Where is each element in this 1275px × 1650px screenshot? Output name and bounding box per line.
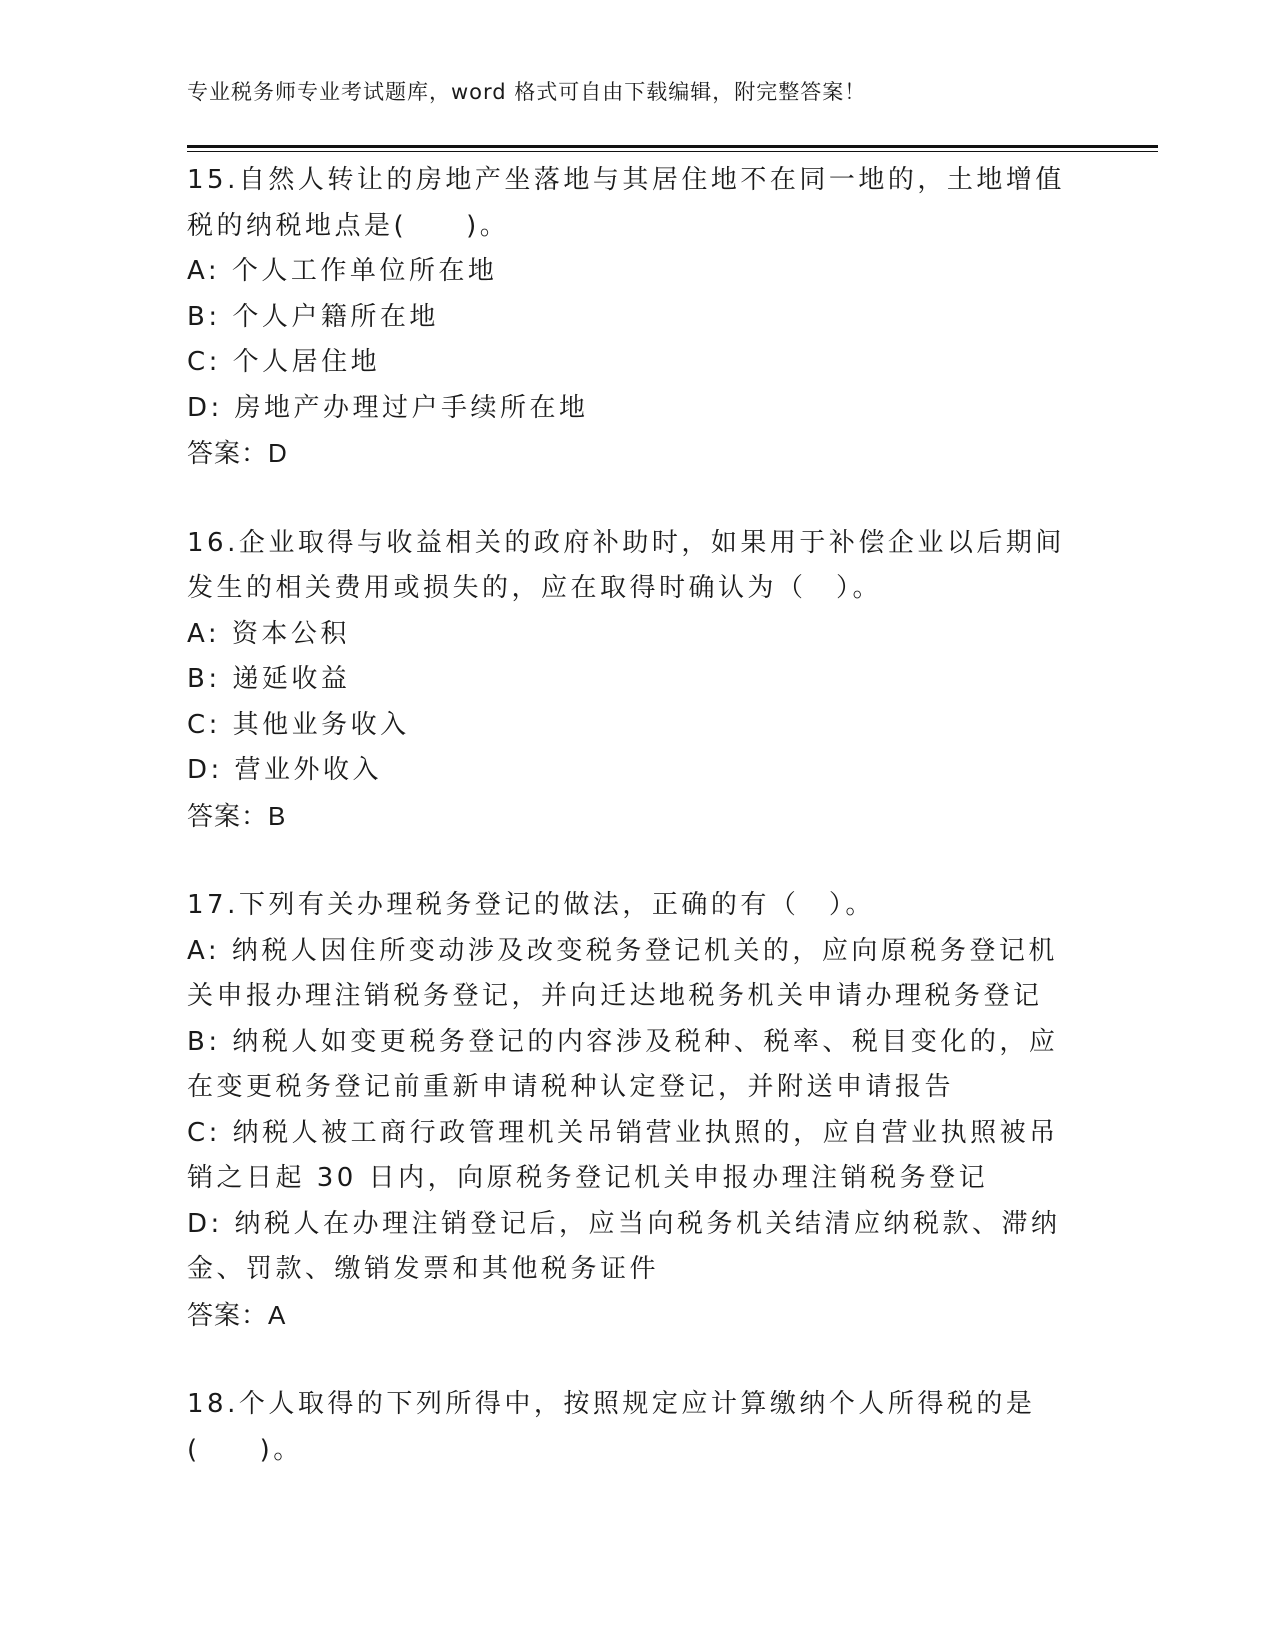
question-stem: 17.下列有关办理税务登记的做法，正确的有（ ）。 bbox=[187, 890, 875, 920]
question-16 bbox=[187, 521, 1087, 840]
header-divider-thin bbox=[187, 151, 1158, 152]
option-d: D: 房地产办理过户手续所在地 bbox=[187, 392, 589, 423]
option-c: C: 纳税人被工商行政管理机关吊销营业执照的，应自营业执照被吊销之日起 30 日内，向原税务登记机关申报办理注销税务登记 bbox=[187, 1117, 1059, 1193]
question-list bbox=[187, 158, 1087, 1473]
option-b: B: 个人户籍所在地 bbox=[187, 301, 439, 332]
answer: 答案：D bbox=[187, 438, 288, 468]
question-15 bbox=[187, 158, 1087, 477]
question-17 bbox=[187, 883, 1087, 1338]
option-a: A: 纳税人因住所变动涉及改变税务登记机关的，应向原税务登记机关申报办理注销税务登记，并向迁达地税务机关申请办理税务登记 bbox=[187, 935, 1058, 1011]
answer: 答案：B bbox=[187, 800, 287, 831]
option-d: D: 纳税人在办理注销登记后，应当向税务机关结清应纳税款、滞纳金、罚款、缴销发票和其他税务证件 bbox=[187, 1208, 1061, 1284]
option-b: B: 纳税人如变更税务登记的内容涉及税种、税率、税目变化的，应在变更税务登记前重新申请税种认定登记，并附送申请报告 bbox=[187, 1026, 1059, 1102]
option-a: A: 个人工作单位所在地 bbox=[187, 256, 498, 286]
option-d: D: 营业外收入 bbox=[187, 755, 383, 785]
answer: 答案：A bbox=[187, 1299, 287, 1330]
header-divider-thick bbox=[187, 145, 1158, 148]
question-stem: 16.企业取得与收益相关的政府补助时，如果用于补偿企业以后期间发生的相关费用或损失的，应在取得时确认为（ ）。 bbox=[187, 527, 1065, 603]
option-c: C: 其他业务收入 bbox=[187, 709, 410, 740]
option-c: C: 个人居住地 bbox=[187, 347, 381, 377]
option-a: A: 资本公积 bbox=[187, 618, 350, 649]
header-note: 专业税务师专业考试题库，word 格式可自由下载编辑，附完整答案！ bbox=[187, 80, 867, 104]
question-stem: 18.个人取得的下列所得中，按照规定应计算缴纳个人所得税的是( )。 bbox=[187, 1389, 1036, 1465]
question-stem: 15.自然人转让的房地产坐落地与其居住地不在同一地的，土地增值税的纳税地点是( )。 bbox=[187, 165, 1065, 241]
option-b: B: 递延收益 bbox=[187, 664, 351, 694]
question-18 bbox=[187, 1382, 1087, 1473]
